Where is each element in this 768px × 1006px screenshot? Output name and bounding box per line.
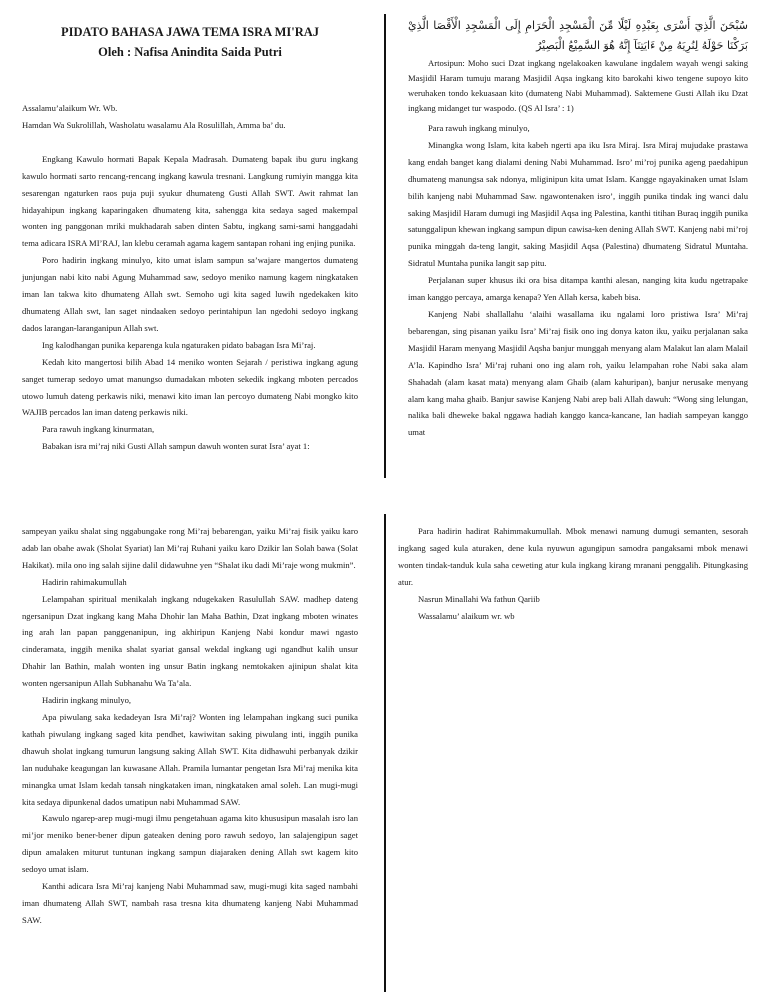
author-line: Oleh : Nafisa Anindita Saida Putri	[98, 45, 282, 59]
verse-translation: Artosipun: Moho suci Dzat ingkang ngelakoaken kawulane ingdalem wayah wengi saking Masjidil Haram tumuju marang Masjidil Aqsa ingkang kito barokahi kiwo tengene supoyo kito weruhaken tondo kekuasaan kito (dumateng Nabi Muhammad). Saktemene Gusti Allah iku Dzat ingkang midanget tur waspodo. (QS Al Isra’ : 1)	[408, 58, 748, 113]
paragraph: Perjalanan super khusus iki ora bisa ditampa kanthi alesan, nanging kita kudu ngetrapake iman kanggo percaya, amarga kenapa? Yen Allah kersa, kabeh bisa.	[408, 275, 748, 303]
paragraph: Kanthi adicara Isra Mi’raj kanjeng Nabi Muhammad saw, mugi-mugi kita saged nambahi iman dhumateng Allah SWT, nambah rasa tresna kita dhumateng kanjeng Nabi Muhammad SAW.	[22, 881, 358, 925]
paragraph: Kedah kito mangertosi bilih Abad 14 meniko wonten Sejarah / peristiwa ingkang agung sanget tumerap sedoyo umat manungso dumadakan mboten sekedik ingkang mboten percados utowo lumuh dateng perkawis niki, menawi kito iman lan percoyo dumateng Nabi mongko kito WAJIB percados lan iman dateng perkawis niki.	[22, 356, 358, 418]
closing-paragraph: Para hadirin hadirat Rahimmakumullah. Mbok menawi namung dumugi semanten, sesorah ingkang saged kula aturaken, dene kula nyuwun agungipun samodra pangaksami mbok menawi wonten tindak-tanduk kula saha ceweting atur kula ingkang kirang mranani penggalih. Pitungkasing atur.	[398, 526, 748, 587]
paragraph: sampeyan yaiku shalat sing nggabungake rong Mi’raj bebarengan, yaiku Mi’raj fisik yaiku karo adab lan obahe awak (Sholat Syariat) lan Mi’raj Ruhani yaiku karo Dzikir lan Solah bawa (Solat Hakikat). mila ono ing salah sijine dalil didawuhne yen “Shalat iku dadi Mi’raje wong mukmin”.	[22, 526, 358, 570]
column-divider-bottom	[384, 514, 386, 992]
document-title: PIDATO BAHASA JAWA TEMA ISRA MI'RAJ	[60, 25, 320, 39]
column-divider-top	[384, 14, 386, 478]
paragraph: Ing kalodhangan punika keparenga kula ngaturaken pidato babagan Isra Mi’raj.	[42, 339, 316, 350]
closing-line: Nasrun Minallahi Wa fathun Qariib	[418, 593, 540, 604]
paragraph: Para rawuh ingkang kinurmatan,	[42, 424, 155, 435]
paragraph: Babakan isra mi’raj niki Gusti Allah sampun dawuh wonten surat Isra’ ayat 1:	[42, 441, 310, 452]
paragraph: Minangka wong Islam, kita kabeh ngerti apa iku Isra Miraj. Isra Miraj mujudake prastawa kang endah banget kang dialami dening Nabi Muhammad. Isro’ mi’roj punika ageng paedahipun dhumateng manungsa sak ndonya, mliginipun kita umat Islam. Kangge ngayakinaken umat Islam bilih kanjeng nabi Muhammad Saw. ngawontenaken isro’, inggih punika tindak ing wanci dalu saking Masjidil Haram dumugi ing Masjidil Aqsa ing Palestina, kanthi titihan Buraq inggih punika satunggalipun khewan ingkang sampun dipun cawisa-ken dening Allah SWT. Kanjeng nabi mi’roj punika minggah da-teng langit, saking Masjidil Aqsa (Palestina) dhumateng Sidratul Muntaha. Sidratul Muntaha punika langit sap pitu.	[408, 139, 748, 269]
greeting-text: Assalamu’alaikum Wr. Wb.	[22, 103, 118, 113]
page1-left-column	[22, 22, 358, 455]
page2-right-column	[398, 523, 748, 624]
closing-salam: Wassalamu’ alaikum wr. wb	[418, 610, 515, 621]
paragraph: Apa piwulang saka kedadeyan Isra Mi’raj? Wonten ing lelampahan ingkang suci punika kathah piwulang ingkang saged kita pendhet, kawiwitan saking piwulang inti, inggih punika dhawuh sholat ingkang tumurun langsung saking Allah SWT. Kita didhawuhi perbanyak dzikir lan nuduhake keagungan lan kuwasane Allah. Pramila lumantar pengetan Isra Mi’raj menika kita minangka umat Islam kedah tansah ningkataken iman, ningkataken amal soleh. Lan mugi-mugi kita sedaya dipunkenal dados umatipun nabi Muhammad SAW.	[22, 711, 358, 807]
page1-right-column	[408, 16, 748, 441]
page2-left-column	[22, 523, 358, 929]
paragraph: Hadirin ingkang minulyo,	[42, 695, 132, 706]
paragraph: Para rawuh ingkang minulyo,	[428, 123, 530, 133]
paragraph: Engkang Kawulo hormati Bapak Kepala Madrasah. Dumateng bapak ibu guru ingkang kawulo hormati sarto rencang-rencang ingkang kawula tresnani. Langkung rumiyin mangga kita sesarengan ngaturken raos puja puji syukur dhumateng Gusti Allah SWT. Awit rahmat lan hidayahipun ingkang kaparingaken dhumateng kita, sahengga kita sedaya saged makempal wonten ing panggonan mriki mukhadarah saben dinten Sabtu, ingkang sami-sami hanggadahi tema adicara ISRA MI’RAJ, lan klebu ceramah agama kagem santapan rohani ing enjing punika.	[22, 153, 358, 249]
arabic-verse: سُبْحَنَ الَّذِيٓ أَسْرَى بِعَبْدِهِ لَيْلًا مِّنَ الْمَسْجِدِ الْحَرَامِ إِلَى الْمَسْجِدِ الْأَقْصَا الَّذِيْ بَرَكْنَا حَوْلَهُ لِنُرِيَهُ مِنْ ءَايَتِنَآ إِنَّهُ هُوَ السَّمِيْعُ الْبَصِيْرُ	[408, 19, 748, 52]
hamdalah-text: Hamdan Wa Sukrolillah, Washolatu wasalamu Ala Rosulillah, Amma ba’ du.	[22, 119, 286, 130]
paragraph: Lelampahan spiritual menikalah ingkang ndugekaken Rasulullah SAW. madhep dateng ngersanipun Dzat ingkang kang Maha Dhohir lan Maha Bathin, Dzat ingkang mboten winates ing arah lan papan panggenanipun, ing akhiripun Kanjeng Nabi kondur mawi ngasto cinderamata, inggih menika shalat syariat gansal wekdal ingkang ugi ngandhut kalih unsur Dhahir lan Bathin, malah wonten ing unsur Batin ingkang nemtokaken ajinipun shalat kita wonten ngersanipun Allah Subhanahu Wa Ta’ala.	[22, 593, 358, 689]
paragraph: Hadirin rahimakumullah	[42, 576, 127, 587]
paragraph: Kawulo ngarep-arep mugi-mugi ilmu pengetahuan agama kito khususipun masalah isro lan mi’jor meniko bener-bener dipun gateaken dening poro rawuh sedoyo, lan salajengipun saget dipun amalaken miturut tuntunan ingkang sampun diajaraken dening Allah swt kagem kito sedoyo umat islam.	[22, 813, 358, 875]
paragraph: Kanjeng Nabi shallallahu ‘alaihi wasallama iku ngalami loro pristiwa Isra’ Mi’raj bebarengan, sing pisanan yaiku Isra’ Mi’raj fisik ono ing donya katon iku, yaiku perjalanan saka Masjidil Haram menyang Masjidil Aqsha banjur munggah menyang alam Malakut lan alam Malail A’la. Kapindho Isra’ Mi’raj ruhani ono ing alam roh, yaiku lelampahan rohe Nabi saka alam Shahadah (alam kasat mata) menyang alam Ghaib (alam kahuripan), banjur nerusake menyang alam kang maha ghaib. Banjur sawise Kanjeng Nabi arep bali Allah dawuh: “Wong sing lelungan, nalika bali dheweke bakal nggawa hadiah kanggo kanca-kancane, lan hadiah sampeyan kanggo umat	[408, 308, 748, 438]
paragraph: Poro hadirin ingkang minulyo, kito umat islam sampun sa’wajare mangertos dumateng junjungan nabi kito nabi Agung Muhammad saw, sedoyo meniko namung kagem ningkataken iman lan takwa kito dhumateng Allah swt. Semoho ugi kita saged luwih ngedekaken kito dhumateng Allah swt, lan saget nindaaken sedoyo perintahipun lan ngedohi sedoyo ingkang dados larangan-laranganipun Allah swt.	[22, 255, 358, 333]
